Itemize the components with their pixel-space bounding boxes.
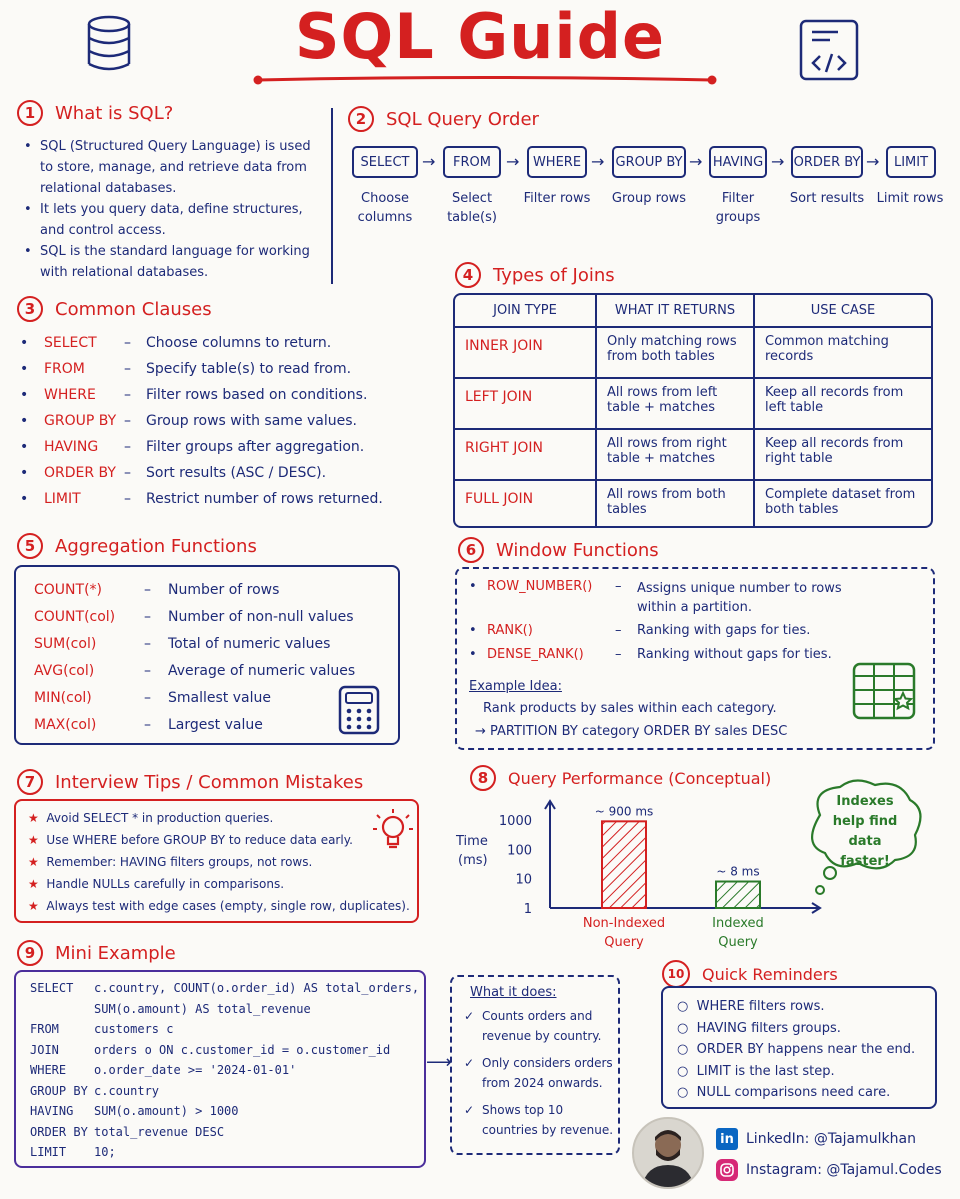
join-use-case: Keep all records from right table [754,429,932,480]
query-step: GROUP BY [612,146,686,178]
list-item: AVG(col) – Average of numeric values [34,658,398,685]
section-number: 2 [348,106,374,132]
function-name: DENSE_RANK() [487,647,584,662]
circle-bullet-icon: ○ [677,1063,689,1079]
section-title: Interview Tips / Common Mistakes [55,771,364,793]
section-1-heading [17,100,173,126]
title-underline [250,72,720,88]
code-text: o.order_date >= '2024-01-01' [94,1063,297,1077]
table-star-icon [851,661,917,721]
arrow-icon: → [591,152,605,171]
example-code: PARTITION BY category ORDER BY sales DESC [490,724,788,739]
linkedin-handle: LinkedIn: @Tajamulkhan [746,1131,916,1147]
join-returns: All rows from right table + matches [596,429,754,480]
query-step: WHERE [527,146,587,178]
list-item: COUNT(col) – Number of non-null values [34,604,398,631]
star-icon: ★ [28,855,39,869]
bar [716,882,760,908]
join-type: INNER JOIN [454,327,596,378]
y-axis-label: Time (ms) [456,834,488,868]
table-row [454,378,932,429]
page-title: SQL Guide [294,0,666,73]
join-use-case: Common matching records [754,327,932,378]
query-step: HAVING [709,146,767,178]
linkedin-link[interactable] [716,1128,916,1150]
section-3-heading [17,296,212,322]
list-item [677,1082,935,1104]
query-step-desc: Choose columns [357,191,413,225]
clause-desc: Sort results (ASC / DESC). [146,465,327,481]
list-item [464,1053,618,1093]
clause-keyword: WHERE [44,387,96,403]
clause-desc: Filter rows based on conditions. [146,387,368,403]
function-desc: Number of rows [168,582,280,598]
tip-text: Remember: HAVING filters groups, not rows. [46,855,313,869]
what-is-sql-list [20,136,312,283]
list-item: • SQL is the standard language for working with relational databases. [20,241,312,283]
clause-desc: Specify table(s) to read from. [146,361,352,377]
query-step-desc: Filter rows [523,191,591,206]
clause-keyword: GROUP BY [44,413,117,429]
reminder-text: LIMIT is the last step. [696,1063,835,1079]
list-item [677,1061,935,1083]
joins-table [453,293,933,528]
reminder-text: NULL comparisons need care. [696,1085,891,1100]
what-it-does-box [450,975,620,1155]
join-type: RIGHT JOIN [454,429,596,480]
avatar [632,1117,704,1189]
query-step: SELECT [352,146,418,178]
code-line [30,1081,424,1102]
code-file-icon [798,18,860,82]
list-item: • FROM – Specify table(s) to read from. [20,356,410,382]
star-icon: ★ [28,833,39,847]
code-line [30,1142,424,1163]
list-item: MIN(col) – Smallest value [34,685,398,712]
bar [602,821,646,908]
function-desc: Ranking with gaps for ties. [637,623,811,638]
check-icon: ✓ [464,1009,475,1023]
y-tick-label: 1 [523,902,532,917]
section-number: 1 [17,100,43,126]
section-9-heading [17,940,176,966]
circle-bullet-icon: ○ [677,999,689,1014]
clause-desc: Group rows with same values. [146,413,357,429]
table-header: JOIN TYPE [454,294,596,327]
code-text: orders o ON c.customer_id = o.customer_id [94,1042,391,1057]
section-number: 10 [662,960,690,988]
section-title: What is SQL? [55,102,174,124]
section-title: Common Clauses [55,298,212,320]
instagram-link[interactable] [716,1159,942,1181]
list-item: MAX(col) – Largest value [34,712,398,739]
circle-bullet-icon: ○ [677,1020,689,1036]
joins-table-box [453,293,933,528]
function-name: AVG(col) [34,663,95,679]
example-label: Example Idea: [469,679,562,694]
category-label: Indexed Query [712,916,764,950]
section-title: Window Functions [496,539,659,561]
join-returns: All rows from both tables [596,480,754,528]
code-text: c.country, COUNT(o.order_id) AS total_orders, [94,981,420,995]
code-line [30,999,424,1020]
bar-value-label: ~ 900 ms [594,804,654,819]
star-icon: ★ [28,877,39,891]
person-icon [634,1119,702,1187]
code-line [30,1122,424,1143]
calculator-icon [338,685,380,735]
circle-bullet-icon: ○ [677,1042,689,1057]
reminder-text: WHERE filters rows. [696,999,825,1014]
what-it-does-title: What it does: [470,985,557,1000]
clause-desc: Restrict number of rows returned. [146,491,383,507]
section-2-heading [348,106,539,132]
join-type: LEFT JOIN [454,378,596,429]
query-step-desc: Filter groups [715,191,761,225]
list-item [464,1100,618,1140]
function-desc: Largest value [168,717,263,733]
code-keyword: HAVING [30,1104,74,1118]
arrow-icon: → [475,724,491,739]
table-row [454,429,932,480]
function-desc: Average of numeric values [168,663,356,679]
check-icon: ✓ [464,1056,475,1070]
common-clauses-list [20,330,410,512]
star-icon: ★ [28,899,39,913]
mini-example-code-box [14,970,426,1168]
function-desc: Total of numeric values [168,636,331,652]
list-item: • It lets you query data, define structures, and control access. [20,199,312,241]
section-title: SQL Query Order [386,108,539,130]
clause-keyword: FROM [44,361,85,377]
list-item: • WHERE – Filter rows based on conditions. [20,382,410,408]
list-item [28,851,417,873]
list-item: SUM(col) – Total of numeric values [34,631,398,658]
reminder-text: HAVING filters groups. [696,1020,841,1036]
section-6-heading [458,537,659,563]
function-name: COUNT(col) [34,609,116,625]
query-step-desc: Limit rows [876,191,944,206]
clause-desc: Choose columns to return. [146,335,332,351]
code-text: c.country [94,1083,160,1098]
code-line [30,978,424,999]
tip-text: Always test with edge cases (empty, single row, duplicates). [46,899,410,913]
list-item-text: Only considers orders from 2024 onwards. [482,1056,613,1090]
vertical-divider [331,108,333,284]
star-icon: ★ [28,811,39,825]
code-line [30,1040,424,1061]
table-header: WHAT IT RETURNS [596,294,754,327]
code-text: SUM(o.amount) > 1000 [94,1104,239,1118]
arrow-icon: → [771,152,785,171]
section-title: Types of Joins [493,264,615,286]
check-icon: ✓ [464,1103,475,1117]
clause-keyword: HAVING [44,439,99,455]
query-step: ORDER BY [791,146,863,178]
quick-reminders-box [661,986,937,1109]
join-use-case: Complete dataset from both tables [754,480,932,528]
function-name: ROW_NUMBER() [487,579,593,594]
tip-text: Avoid SELECT * in production queries. [46,811,274,825]
instagram-icon [716,1159,738,1181]
list-item: • ORDER BY – Sort results (ASC / DESC). [20,460,410,486]
list-item: • HAVING – Filter groups after aggregation. [20,434,410,460]
table-header: USE CASE [754,294,932,327]
section-8-heading [470,765,771,791]
section-7-heading [17,769,363,795]
list-item [464,1006,618,1046]
section-10-heading [662,960,838,988]
function-desc: Number of non-null values [168,609,354,625]
table-row [454,327,932,378]
query-step-desc: Select table(s) [447,191,497,225]
code-keyword: JOIN [30,1042,59,1057]
code-keyword: GROUP BY [30,1083,88,1098]
list-item: COUNT(*) – Number of rows [34,577,398,604]
y-tick-label: 100 [507,843,532,859]
interview-tips-box [14,799,419,923]
list-item [677,996,935,1018]
section-number: 9 [17,940,43,966]
code-keyword: SELECT [30,981,74,995]
arrow-icon: ⟶ [426,1052,452,1073]
clause-keyword: LIMIT [44,491,81,507]
list-item: • SELECT – Choose columns to return. [20,330,410,356]
aggregation-box [14,565,400,745]
function-desc: Ranking without gaps for ties. [637,647,832,662]
circle-bullet-icon: ○ [677,1085,689,1100]
lightbulb-icon [371,807,415,853]
code-text: 10; [94,1145,116,1159]
clause-keyword: SELECT [44,335,97,351]
category-label: Non-Indexed Query [582,916,666,950]
section-title: Aggregation Functions [55,535,257,557]
code-text: customers c [94,1022,174,1036]
arrow-icon: → [866,152,880,171]
section-number: 6 [458,537,484,563]
bubble-text: Indexes help find data faster! [832,794,898,869]
section-number: 4 [455,262,481,288]
bar-value-label: ~ 8 ms [716,864,760,879]
list-item-text: Counts orders and revenue by country. [482,1009,602,1043]
section-number: 5 [17,533,43,559]
join-type: FULL JOIN [454,480,596,528]
code-line [30,1019,424,1040]
list-item [28,807,417,829]
arrow-icon: → [689,152,703,171]
code-keyword: LIMIT [30,1145,67,1159]
instagram-handle: Instagram: @Tajamul.Codes [746,1162,942,1178]
reminder-text: ORDER BY happens near the end. [696,1042,916,1057]
section-number: 7 [17,769,43,795]
example-text: Rank products by sales within each category. [483,701,777,716]
join-use-case: Keep all records from left table [754,378,932,429]
function-name: RANK() [487,623,533,638]
code-line [30,1101,424,1122]
join-returns: Only matching rows from both tables [596,327,754,378]
arrow-icon: → [506,152,520,171]
clause-keyword: ORDER BY [44,465,116,481]
function-name: MIN(col) [34,690,92,706]
code-text: SUM(o.amount) AS total_revenue [94,1001,311,1016]
tip-text: Handle NULLs carefully in comparisons. [46,877,285,891]
query-step: FROM [443,146,501,178]
section-4-heading [455,262,615,288]
y-tick-label: 10 [515,872,532,888]
query-step-desc: Group rows [611,191,687,206]
section-number: 8 [470,765,496,791]
list-item-text: Shows top 10 countries by revenue. [482,1103,614,1137]
linkedin-icon: in [716,1128,738,1150]
query-step: LIMIT [886,146,936,178]
section-number: 3 [17,296,43,322]
table-row [454,480,932,528]
code-keyword: ORDER BY [30,1124,88,1139]
section-title: Mini Example [55,942,176,964]
function-name: SUM(col) [34,636,97,652]
section-title: Quick Reminders [702,964,838,984]
section-title: Query Performance (Conceptual) [508,768,772,788]
code-keyword: FROM [30,1022,59,1036]
clause-desc: Filter groups after aggregation. [146,439,365,455]
list-item [677,1018,935,1040]
code-text: total_revenue DESC [94,1124,225,1139]
list-item [28,829,417,851]
join-returns: All rows from left table + matches [596,378,754,429]
example-code-row [475,724,787,739]
list-item [28,895,417,917]
window-functions-box: • ROW_NUMBER() – Assigns unique number to rows within a partition. • RANK() – Ranking with gaps for ties. • DENSE_RANK() – Ranking without gaps for ties. Example Idea: Rank products by sales within each category. → PARTITION BY category ORDER BY sales DESC [455,567,935,750]
function-desc: Assigns unique number to rows within a partition. [637,581,842,615]
arrow-icon: → [422,152,436,171]
section-5-heading [17,533,257,559]
table-header-row [454,294,932,327]
function-name: MAX(col) [34,717,97,733]
code-keyword: WHERE [30,1063,67,1077]
list-item: • GROUP BY – Group rows with same values. [20,408,410,434]
y-tick-label: 1000 [498,814,532,829]
query-step-desc: Sort results [789,191,865,206]
function-desc: Smallest value [168,690,271,706]
code-line [30,1060,424,1081]
list-item [677,1039,935,1061]
list-item: • LIMIT – Restrict number of rows returned. [20,486,410,512]
tip-text: Use WHERE before GROUP BY to reduce data early. [46,833,353,847]
function-name: COUNT(*) [34,582,102,598]
list-item [28,873,417,895]
list-item: • SQL (Structured Query Language) is used to store, manage, and retrieve data from relational databases. [20,136,312,199]
code-block [30,978,424,1163]
